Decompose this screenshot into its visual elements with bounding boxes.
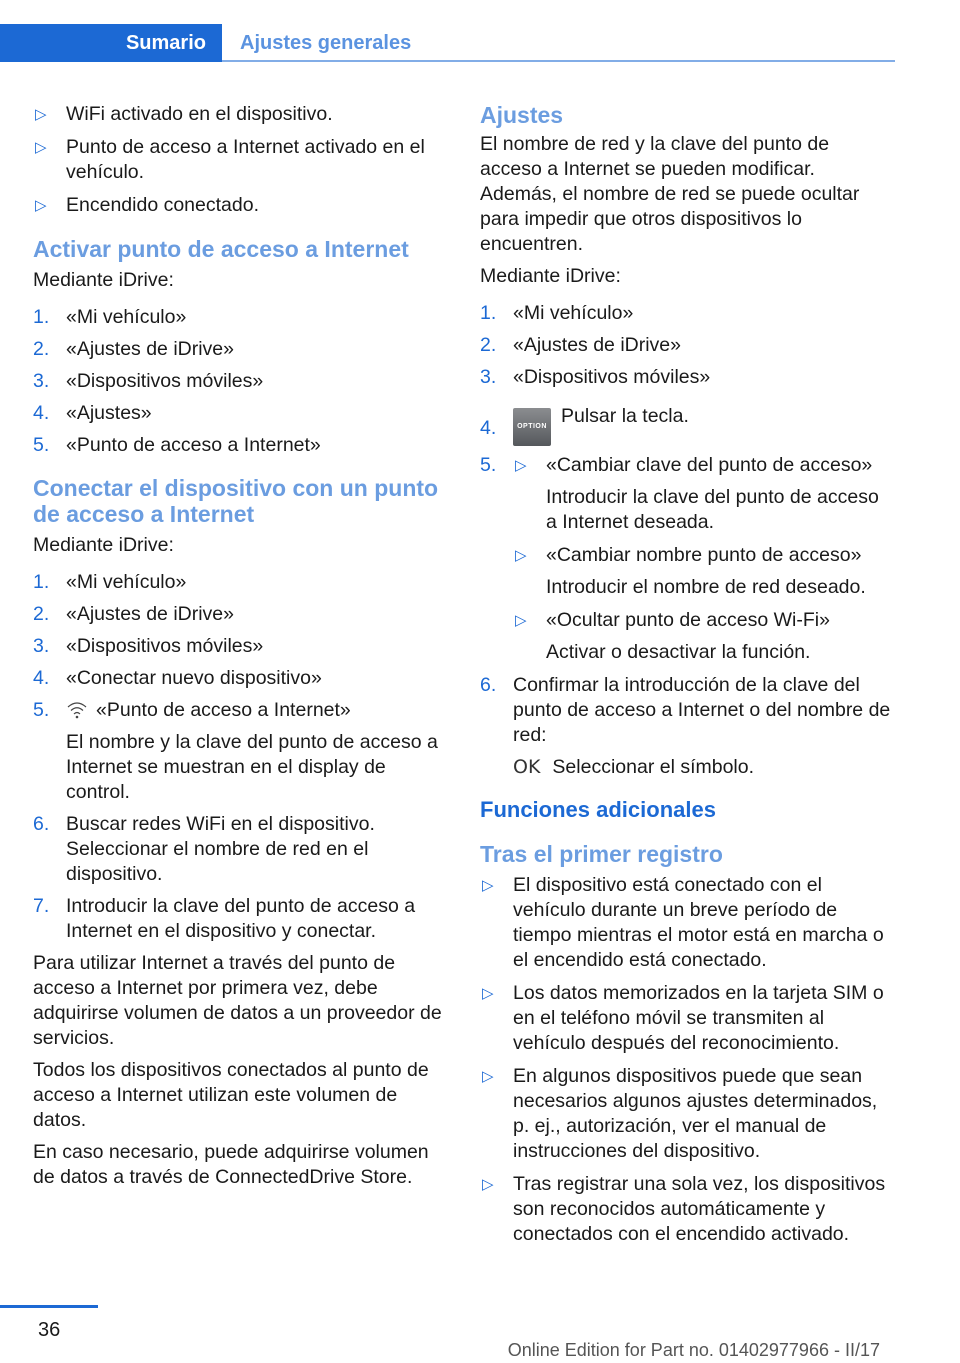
footer-edition: Online Edition for Part no. 01402977966 - II/17 [507, 1340, 880, 1360]
paragraph: Para utilizar Internet a través del punto de acceso a Internet por primera vez, debe adquirirse volumen de datos a un proveedor de servicios. [33, 952, 442, 1049]
triangle-bullet-icon: ▷ [482, 1176, 494, 1193]
section-title-ajustes: Ajustes [480, 102, 564, 128]
list-item: 1. «Mi vehículo» [33, 571, 187, 593]
option-button-icon: OPTION [513, 408, 551, 446]
list-item: ▷ Encendido conectado. [35, 194, 259, 216]
steps-list [480, 301, 892, 780]
footer-rule [0, 1305, 98, 1308]
triangle-bullet-icon: ▷ [482, 1068, 494, 1085]
list-item: ▷ «Cambiar clave del punto de acceso» Introducir la clave del punto de acceso a Internet deseada. [515, 454, 879, 533]
list-item: 1. «Mi vehículo» [480, 302, 634, 324]
list-item: ▷ Los datos memorizados en la tarjeta SIM o en el teléfono móvil se transmiten al vehículo después del reconocimiento. [482, 982, 884, 1054]
triangle-bullet-icon: ▷ [35, 106, 47, 123]
triangle-bullet-icon: ▷ [35, 197, 47, 214]
intro-text: Mediante iDrive: [33, 534, 174, 556]
triangle-bullet-icon: ▷ [515, 612, 527, 629]
list-item: ▷ «Ocultar punto de acceso Wi-Fi» Activar o desactivar la función. [515, 609, 830, 663]
list-item: 1. «Mi vehículo» [33, 306, 187, 328]
section-title-registro: Tras el primer registro [480, 841, 723, 867]
list-item: 4. «Ajustes» [33, 402, 152, 424]
steps-list [33, 570, 448, 944]
list-item: 6. Buscar redes WiFi en el dispositivo. Seleccionar el nombre de red en el dispositivo. [33, 813, 375, 885]
list-item: 4. OPTION Pulsar la tecla. [480, 404, 892, 446]
paragraph: Todos los dispositivos conectados al punto de acceso a Internet utilizan este volumen de datos. [33, 1059, 429, 1131]
tab-sumario[interactable]: Sumario [0, 24, 222, 62]
list-item: ▷ En algunos dispositivos puede que sean necesarios algunos ajustes determinados, p. ej., autorización, ver el manual de instrucciones del dispositivo. [482, 1065, 878, 1162]
list-item: ▷ WiFi activado en el dispositivo. [35, 103, 333, 125]
list-item: 2. «Ajustes de iDrive» [33, 603, 234, 625]
right-column [480, 102, 892, 1255]
steps-list [33, 305, 448, 458]
left-column [33, 102, 448, 1197]
list-item: 3. «Dispositivos móviles» [480, 366, 711, 388]
header-tabs [0, 24, 895, 62]
sub-options-list [513, 453, 892, 665]
list-item: 4. «Conectar nuevo dispositivo» [33, 667, 322, 689]
header-rule [0, 60, 895, 62]
list-item: 2. «Ajustes de iDrive» [480, 334, 681, 356]
list-item: 7. Introducir la clave del punto de acceso a Internet en el dispositivo y conectar. [33, 895, 416, 942]
paragraph: En caso necesario, puede adquirirse volumen de datos a través de ConnectedDrive Store. [33, 1141, 429, 1188]
section-title-funciones: Funciones adicionales [480, 797, 716, 822]
list-item: 2. «Ajustes de iDrive» [33, 338, 234, 360]
page-number: 36 [38, 1319, 61, 1341]
list-item: ▷ Punto de acceso a Internet activado en el vehículo. [35, 136, 425, 183]
triangle-bullet-icon: ▷ [482, 877, 494, 894]
tab-ajustes-generales[interactable]: Ajustes generales [240, 31, 412, 54]
triangle-bullet-icon: ▷ [515, 547, 527, 564]
list-item: 6. Confirmar la introducción de la clave del punto de acceso a Internet o del nombre de red: OK Seleccionar el símbolo. [480, 674, 891, 778]
intro-text: Mediante iDrive: [33, 269, 174, 291]
list-item: 5. ▷ «Cambiar clave del punto de acceso» Introducir la clave del punto de acceso a Internet deseada. ▷ «Cambiar nombre punto de acceso» Introducir el nombre de red deseado. ▷ «Ocultar punto de acceso Wi-Fi» Activar o desactivar la función. [480, 453, 892, 665]
list-item: 5. «Punto de acceso a Internet» El nombre y la clave del punto de acceso a Internet se muestran en el display de control. [33, 699, 438, 803]
triangle-bullet-icon: ▷ [515, 457, 527, 474]
registro-list [480, 873, 892, 1247]
list-item: ▷ El dispositivo está conectado con el vehículo durante un breve período de tiempo mientras el motor está en marcha o el encendido está conectado. [482, 874, 884, 971]
list-item: ▷ «Cambiar nombre punto de acceso» Introducir el nombre de red deseado. [515, 544, 866, 598]
list-item: 5. «Punto de acceso a Internet» [33, 434, 321, 456]
section-title-conectar: Conectar el dispositivo con un punto de acceso a Internet [33, 475, 439, 527]
intro-text: Mediante iDrive: [480, 265, 621, 287]
requirements-list [33, 102, 448, 218]
list-item: 3. «Dispositivos móviles» [33, 635, 264, 657]
paragraph: El nombre de red y la clave del punto de acceso a Internet se pueden modificar. Además, el nombre de red se puede ocultar para impedir que otros dispositivos lo encuentren. [480, 133, 860, 255]
list-item: ▷ Tras registrar una sola vez, los dispositivos son reconocidos automáticamente y conectados con el encendido activado. [482, 1173, 886, 1245]
triangle-bullet-icon: ▷ [35, 139, 47, 156]
wifi-icon [66, 700, 88, 720]
triangle-bullet-icon: ▷ [482, 985, 494, 1002]
ok-icon: OK [513, 756, 541, 778]
section-title-activar: Activar punto de acceso a Internet [33, 236, 409, 262]
list-item: 3. «Dispositivos móviles» [33, 370, 264, 392]
